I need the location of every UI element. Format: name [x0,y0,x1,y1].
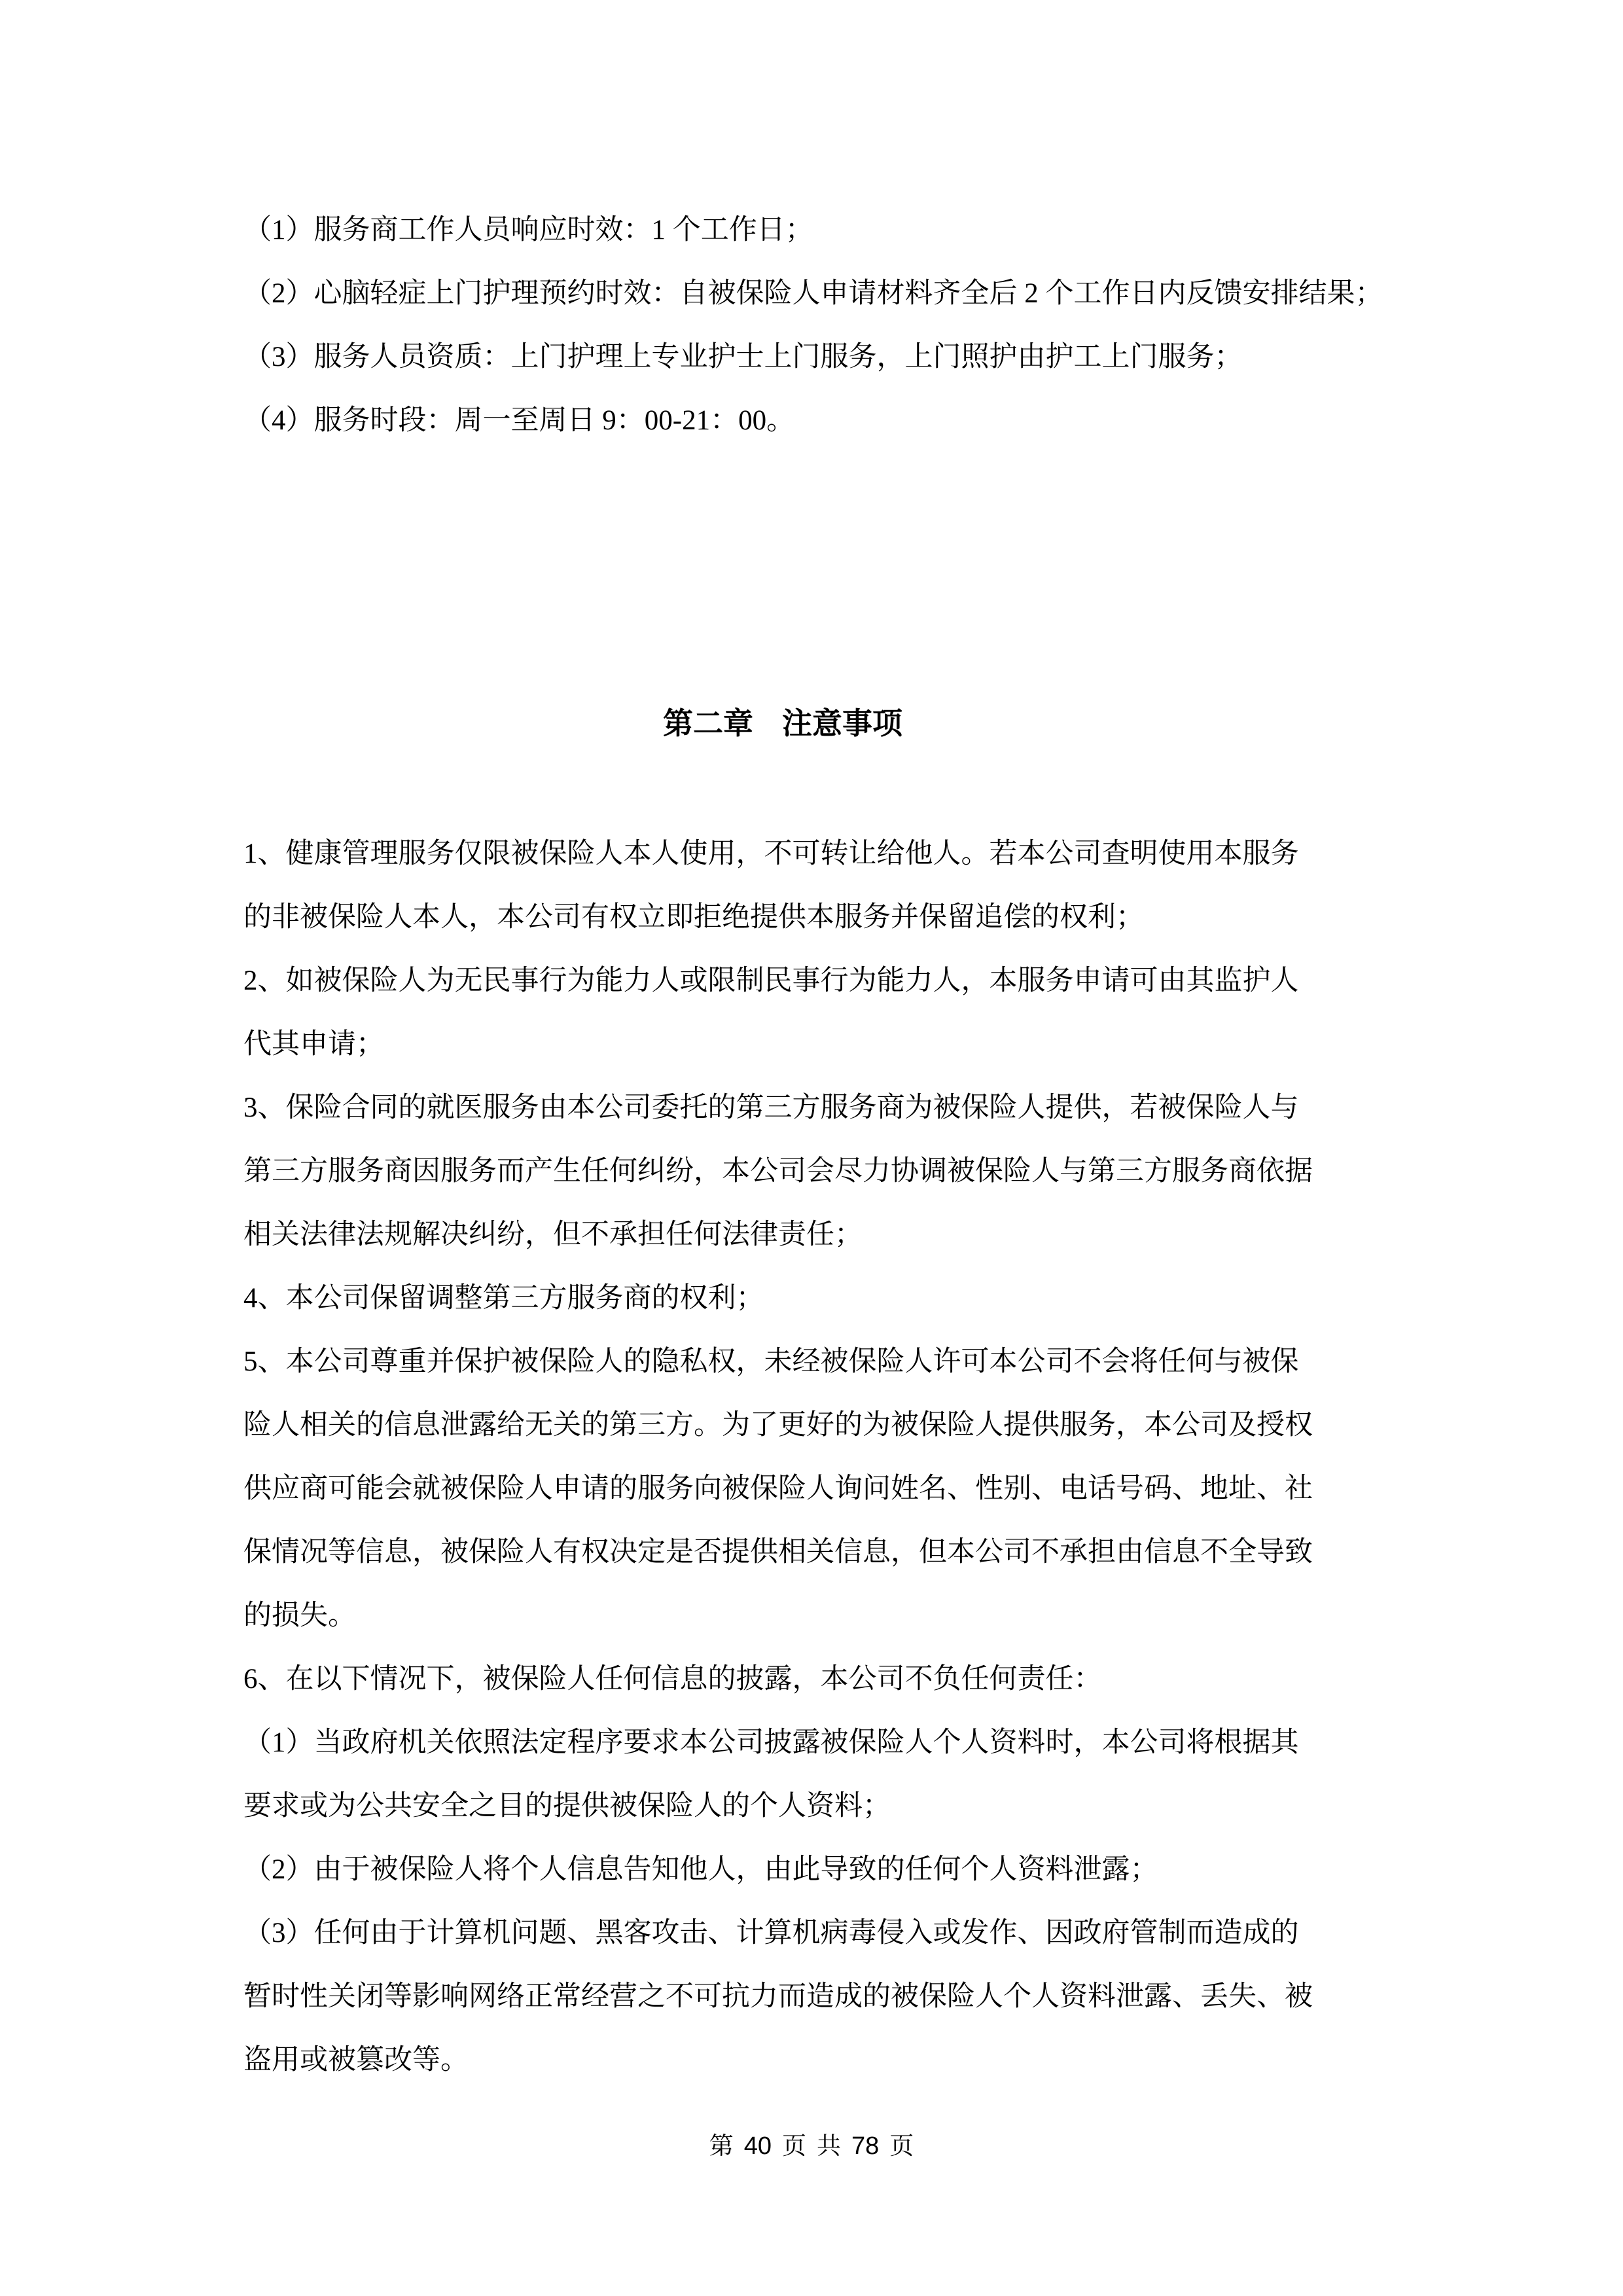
chapter-number: 第二章 [663,707,753,740]
service-detail-line: （2）心脑轻症上门护理预约时效：自被保险人申请材料齐全后 2 个工作日内反馈安排结果； [243,278,1383,309]
notes-line: （3）任何由于计算机问题、黑客攻击、计算机病毒侵入或发作、因政府管制而造成的 [243,1918,1299,1948]
chapter-title: 注意事项 [782,707,902,740]
notes-line: 2、如被保险人为无民事行为能力人或限制民事行为能力人，本服务申请可由其监护人 [243,965,1299,996]
page-footer [0,2131,1623,2162]
notes-line: 相关法律法规解决纠纷，但不承担任何法律责任； [243,1219,863,1250]
notes-line: 1、健康管理服务仅限被保险人本人使用，不可转让给他人。若本公司查明使用本服务 [243,838,1299,869]
notes-line: 第三方服务商因服务而产生任何纠纷，本公司会尽力协调被保险人与第三方服务商依据 [243,1156,1313,1187]
service-detail-line: （4）服务时段：周一至周日 9：00-21：00。 [243,405,795,436]
notes-line: 险人相关的信息泄露给无关的第三方。为了更好的为被保险人提供服务，本公司及授权 [243,1410,1313,1441]
footer-label-total: 共 [817,2133,841,2160]
notes-line: 6、在以下情况下，被保险人任何信息的披露，本公司不负任何责任： [243,1664,1102,1695]
notes-line: 的损失。 [243,1600,356,1631]
notes-line: 供应商可能会就被保险人申请的服务向被保险人询问姓名、性别、电话号码、地址、社 [243,1473,1313,1504]
notes-line: （2）由于被保险人将个人信息告知他人，由此导致的任何个人资料泄露； [243,1854,1158,1885]
notes-line: 盗用或被篡改等。 [243,2045,469,2075]
notes-line: 保情况等信息，被保险人有权决定是否提供相关信息，但本公司不承担由信息不全导致 [243,1537,1313,1568]
notes-line: 要求或为公共安全之目的提供被保险人的个人资料； [243,1791,891,1821]
notes-line: 的非被保险人本人，本公司有权立即拒绝提供本服务并保留追偿的权利； [243,902,1144,933]
footer-label-no: 第 [709,2133,734,2160]
service-detail-line: （3）服务人员资质：上门护理上专业护士上门服务，上门照护由护工上门服务； [243,342,1243,372]
notes-line: 暂时性关闭等影响网络正常经营之不可抗力而造成的被保险人个人资料泄露、丢失、被 [243,1981,1313,2012]
current-page-number: 40 [743,2132,772,2160]
service-detail-line: （1）服务商工作人员响应时效：1 个工作日； [243,215,813,245]
notes-line: 代其申请； [243,1029,384,1060]
footer-label-page-b: 页 [889,2133,914,2160]
total-page-number: 78 [851,2132,880,2160]
notes-line: 3、保险合同的就医服务由本公司委托的第三方服务商为被保险人提供，若被保险人与 [243,1092,1299,1123]
notes-line: 4、本公司保留调整第三方服务商的权利； [243,1283,764,1314]
notes-body [243,822,1400,2092]
notes-line: 5、本公司尊重并保护被保险人的隐私权，未经被保险人许可本公司不会将任何与被保 [243,1346,1299,1377]
service-details-list [243,198,1400,452]
notes-line: （1）当政府机关依照法定程序要求本公司披露被保险人个人资料时，本公司将根据其 [243,1727,1299,1758]
footer-label-page-a: 页 [782,2133,806,2160]
chapter-heading [243,707,1400,741]
